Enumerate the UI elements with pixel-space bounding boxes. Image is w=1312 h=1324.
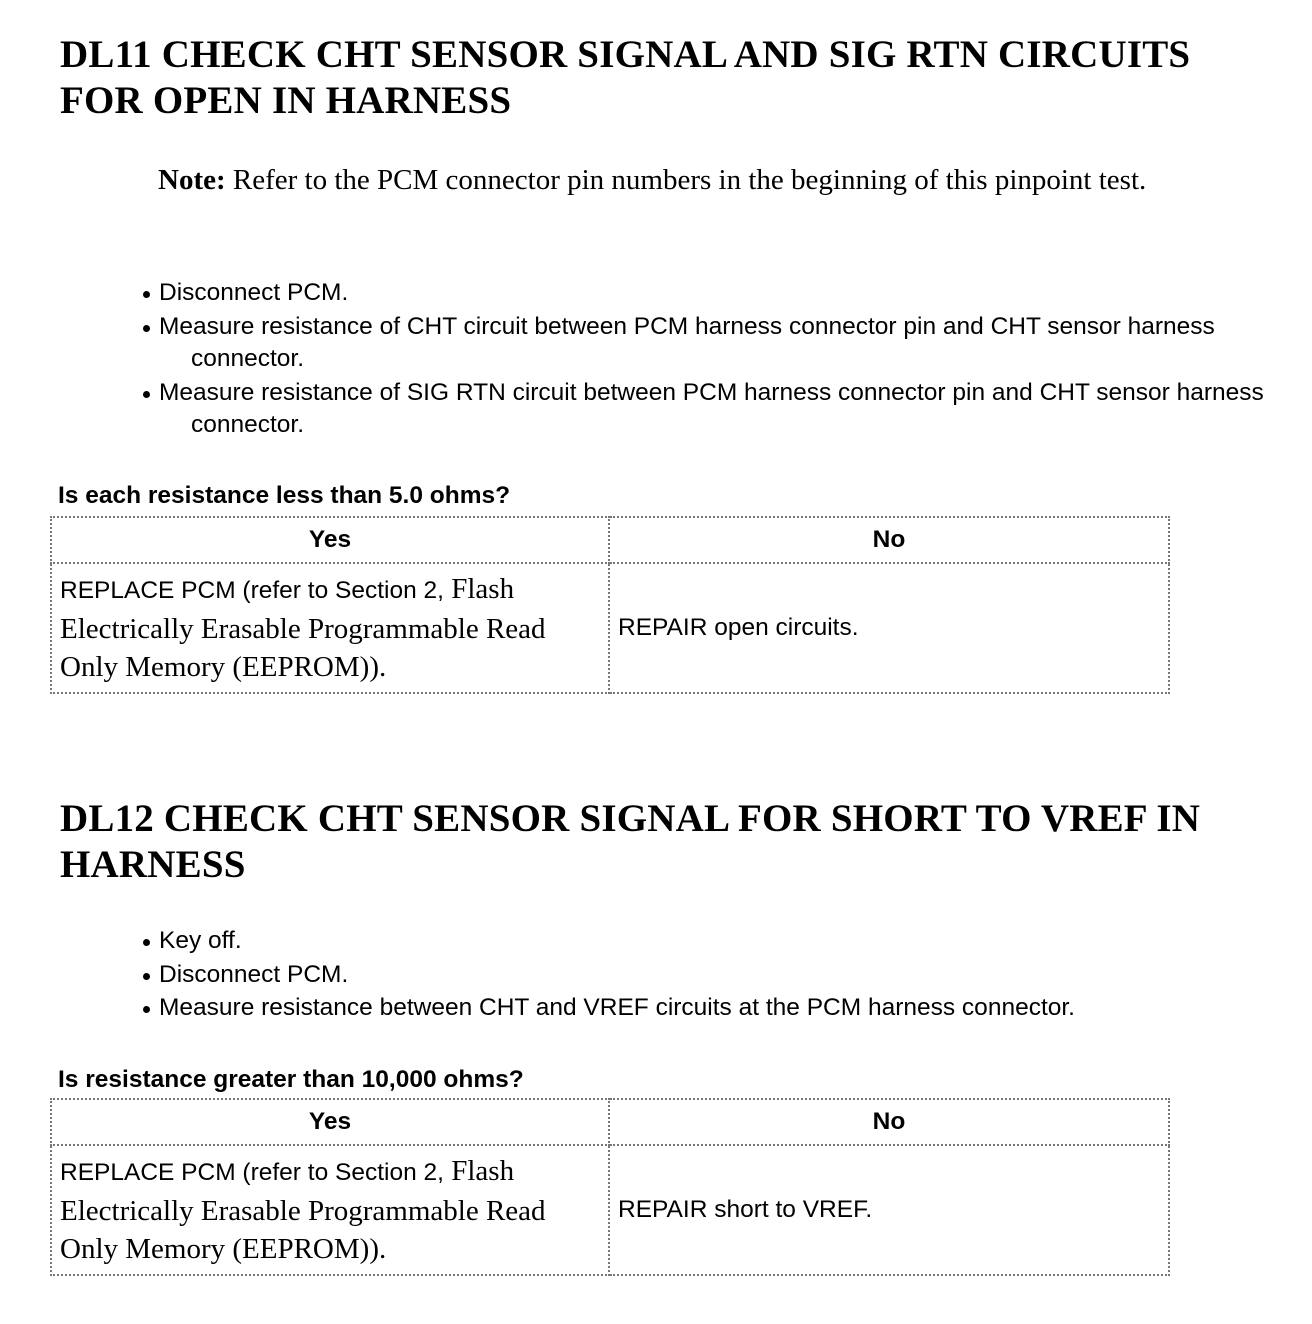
dl11-heading: DL11 CHECK CHT SENSOR SIGNAL AND SIG RTN CIRCUITS FOR OPEN IN HARNESS bbox=[60, 33, 1191, 122]
dl12-heading: DL12 CHECK CHT SENSOR SIGNAL FOR SHORT TO VREF IN HARNESS bbox=[60, 797, 1201, 886]
dl11-question: Is each resistance less than 5.0 ohms? bbox=[58, 482, 511, 509]
yes-column-header: Yes bbox=[51, 517, 609, 563]
yes-cell bbox=[51, 563, 609, 693]
no-column-header: No bbox=[609, 1099, 1169, 1145]
list-item: Disconnect PCM. bbox=[140, 959, 1290, 992]
table-row bbox=[51, 1145, 1169, 1275]
no-cell: REPAIR short to VREF. bbox=[609, 1145, 1169, 1275]
list-item: Measure resistance of SIG RTN circuit between PCM harness connector pin and CHT sensor harness connector. bbox=[140, 377, 1290, 442]
yes-reference: Flash Electrically Erasable Programmable Read Only Memory (EEPROM)). bbox=[60, 573, 546, 683]
dl12-steps-list bbox=[140, 925, 1290, 1026]
yes-cell bbox=[51, 1145, 609, 1275]
yes-column-header: Yes bbox=[51, 1099, 609, 1145]
dl12-question: Is resistance greater than 10,000 ohms? bbox=[58, 1066, 524, 1093]
table-header-row bbox=[51, 1099, 1169, 1145]
dl11-result-table bbox=[50, 516, 1170, 694]
list-item: Measure resistance between CHT and VREF circuits at the PCM harness connector. bbox=[140, 992, 1290, 1025]
table-header-row bbox=[51, 517, 1169, 563]
list-item: Key off. bbox=[140, 925, 1290, 958]
no-cell: REPAIR open circuits. bbox=[609, 563, 1169, 693]
dl11-note bbox=[158, 161, 1268, 199]
yes-reference: Flash Electrically Erasable Programmable Read Only Memory (EEPROM)). bbox=[60, 1155, 546, 1265]
note-label: Note: bbox=[158, 164, 226, 196]
list-item: Disconnect PCM. bbox=[140, 277, 1290, 310]
list-item: Measure resistance of CHT circuit between PCM harness connector pin and CHT sensor harness connector. bbox=[140, 311, 1290, 376]
dl11-steps-list bbox=[140, 277, 1290, 443]
yes-action: REPLACE PCM (refer to Section 2, bbox=[60, 577, 444, 604]
yes-action: REPLACE PCM (refer to Section 2, bbox=[60, 1159, 444, 1186]
no-column-header: No bbox=[609, 517, 1169, 563]
table-row bbox=[51, 563, 1169, 693]
dl12-result-table bbox=[50, 1098, 1170, 1276]
note-text: Refer to the PCM connector pin numbers in the beginning of this pinpoint test. bbox=[232, 164, 1147, 196]
